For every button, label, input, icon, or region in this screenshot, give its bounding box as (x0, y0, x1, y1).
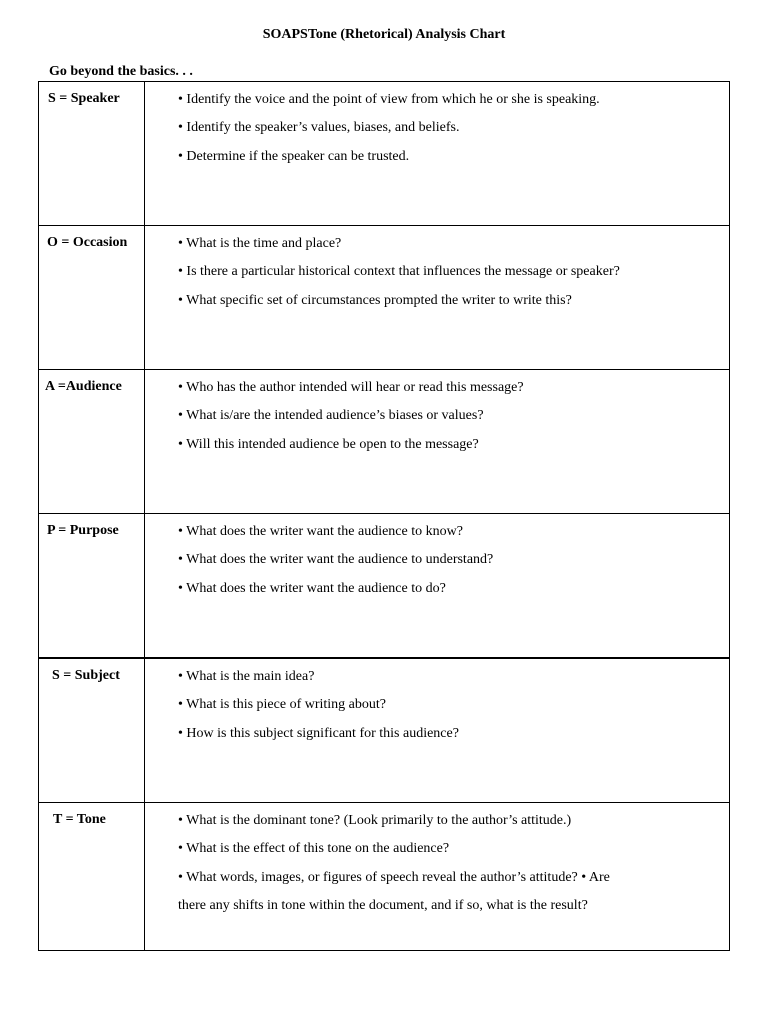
chart-row-speaker (39, 82, 730, 226)
prompt-line: • What specific set of circumstances prompted the writer to write this? (178, 292, 572, 308)
page-title: SOAPSTone (Rhetorical) Analysis Chart (262, 27, 506, 42)
prompt-line: • What does the writer want the audience to know? (178, 524, 463, 539)
row-content-cell (145, 514, 730, 659)
row-content-cell (145, 658, 730, 803)
prompt-line: • Who has the author intended will hear or read this message? (178, 380, 524, 395)
chart-row-purpose (39, 514, 730, 659)
row-label: T = Tone (53, 812, 106, 827)
chart-row-occasion (39, 226, 730, 370)
prompt-line: • What does the writer want the audience to understand? (178, 552, 494, 568)
prompt-line: • How is this subject significant for this audience? (178, 725, 459, 741)
row-label-cell (39, 514, 145, 659)
row-label: P = Purpose (47, 523, 119, 538)
soapstone-chart (38, 81, 730, 951)
prompt-line: • What words, images, or figures of speech reveal the author’s attitude? • Are (178, 869, 610, 885)
page-subtitle: Go beyond the basics. . . (49, 64, 193, 79)
chart-row-subject (39, 658, 730, 803)
prompt-line: there any shifts in tone within the document, and if so, what is the result? (178, 897, 588, 913)
row-label: S = Speaker (48, 91, 120, 106)
row-content-cell (145, 82, 730, 226)
prompt-line: • What is the time and place? (178, 236, 342, 251)
row-label-cell (39, 658, 145, 803)
row-label: A =Audience (45, 379, 122, 394)
row-label-cell (39, 82, 145, 226)
row-label-cell (39, 803, 145, 951)
prompt-line: • Identify the speaker’s values, biases, and beliefs. (178, 120, 460, 136)
prompt-line: • What is the dominant tone? (Look primarily to the author’s attitude.) (178, 813, 572, 828)
prompt-line: • What is/are the intended audience’s biases or values? (178, 408, 484, 424)
chart-row-audience (39, 370, 730, 514)
prompt-line: • What is this piece of writing about? (178, 697, 386, 713)
prompt-line: • What is the effect of this tone on the audience? (178, 841, 450, 857)
row-content-cell (145, 226, 730, 370)
prompt-line: • Determine if the speaker can be trusted. (178, 148, 410, 164)
prompt-line: • Identify the voice and the point of view from which he or she is speaking. (178, 92, 600, 107)
prompt-line: • What is the main idea? (178, 669, 315, 684)
row-label-cell (39, 226, 145, 370)
prompt-line: • Is there a particular historical context that influences the message or speaker? (178, 264, 620, 280)
prompt-line: • Will this intended audience be open to the message? (178, 436, 479, 452)
prompt-line: • What does the writer want the audience to do? (178, 580, 446, 596)
row-content-cell (145, 370, 730, 514)
row-label: O = Occasion (47, 235, 128, 250)
chart-row-tone (39, 803, 730, 951)
row-content-cell (145, 803, 730, 951)
row-label-cell (39, 370, 145, 514)
row-label: S = Subject (52, 668, 120, 683)
